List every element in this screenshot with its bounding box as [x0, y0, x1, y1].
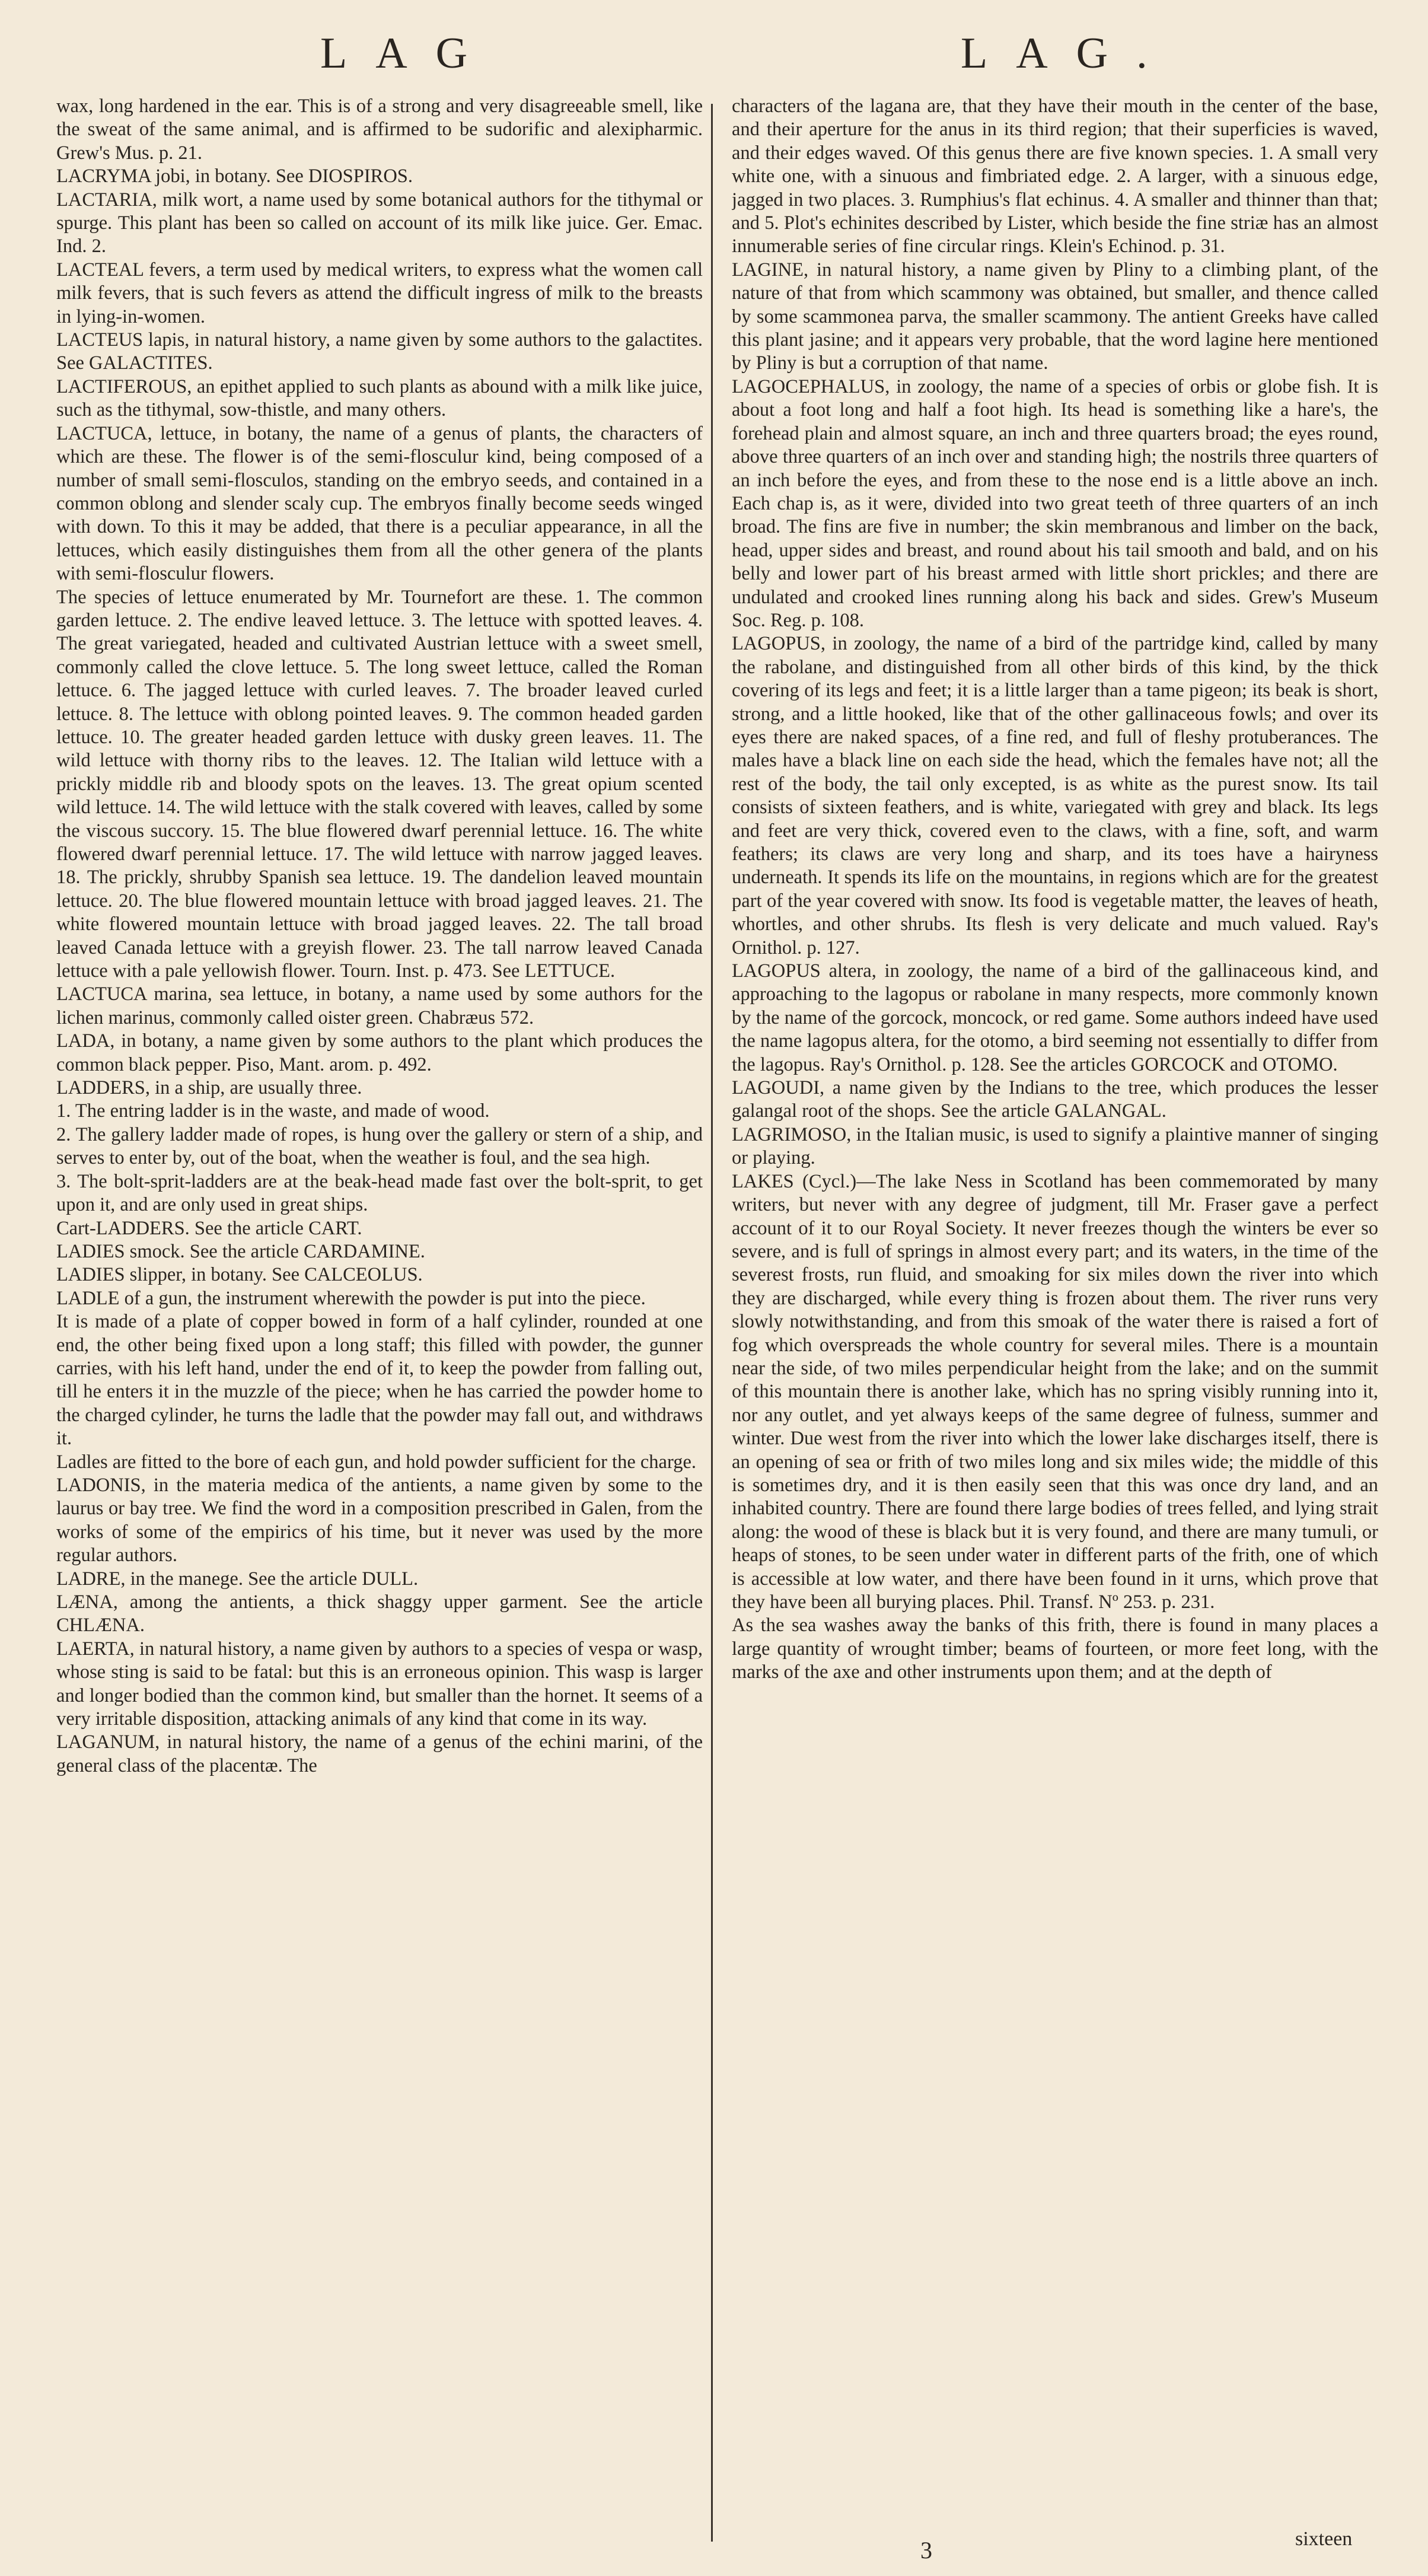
entry: LACTUCA, lettuce, in botany, the name of a genus of plants, the characters of which are these. The flower is of the semi-flosculur kind, being composed of a number of small semi-flosculos, standing on the embryo seeds, and contained in a common oblong and slender scaly cup. The embryos finally become seeds winged with down. To this it may be added, that there is a peculiar appearance, in all the lettuces, which easily distinguishes them from all the other genera of the plants with semi-flosculur flowers. [56, 422, 703, 585]
entry: LAGRIMOSO, in the Italian music, is used to signify a plaintive manner of singing or playing. [732, 1123, 1378, 1169]
entry: As the sea washes away the banks of this frith, there is found in many places a large quantity of wrought timber; beams of fourteen, or more feet long, with the marks of the axe and other instruments upon them; and at the depth of [732, 1615, 1378, 1683]
catchword: sixteen [1295, 2528, 1353, 2550]
entry: LAGOCEPHALUS, in zoology, the name of a species of orbis or globe fish. It is about a foot long and half a foot high. Its head is something like a hare's, the forehead plain and almost square, an inch and three quarters broad; the eyes round, above three quarters of an inch over and standing high; the nostrils three quarters of an inch before the eyes, and from these to the nose end is a little above an inch. Each chap is, as it were, divided into two great teeth of three quarters of an inch broad. The fins are five in number; the skin membranous and limber on the back, head, upper sides and breast, and round about his tail smooth and bald, and on his belly and lower part of his breast armed with little short prickles; and there are undulated and crooked lines running along his back and sides. Grew's Museum Soc. Reg. p. 108. [732, 375, 1378, 631]
entry: LAGOPUS altera, in zoology, the name of a bird of the gallinaceous kind, and approaching to the lagopus or rabolane in many respects, more commonly known by the name of the gorcock, moncock, or red game. Some authors indeed have used the name lagopus altera, for the otomo, a bird seeming not essentially to differ from the lagopus. Ray's Ornithol. p. 128. See the articles GORCOCK and OTOMO. [732, 960, 1378, 1075]
entry: 3. The bolt-sprit-ladders are at the beak-head made fast over the bolt-sprit, to get upon it, and are only used in great ships. [56, 1170, 703, 1216]
signature-mark: 3 [920, 2537, 932, 2564]
entry: Ladles are fitted to the bore of each gun, and hold powder sufficient for the charge. [56, 1451, 697, 1473]
left-column [56, 95, 703, 2550]
entry: LADLE of a gun, the instrument wherewith the powder is put into the piece. [56, 1287, 646, 1309]
entry: LAKES (Cycl.)—The lake Ness in Scotland has been commemorated by many writers, but never with any degree of judgment, till Mr. Fraser gave a perfect account of it to our Royal Society. It never freezes though the winters be ever so severe, and is full of springs in almost every part; and its waters, in the time of the severest frosts, run fluid, and smoaking for six miles down the river into which they are discharged, while every thing is frozen about them. The river runs very slowly notwithstanding, and from this smoak of the water there is raised a fort of fog which overspreads the whole country for several miles. There is a mountain near the side, of two miles perpendicular height from the lake; and on the summit of this mountain there is another lake, which has no spring visibly running into it, nor any outlet, and yet always keeps of the same degree of fulness, summer and winter. Due west from the river into which the lower lake discharges itself, there is an opening of sea or frith of two miles long and six miles wide; the middle of this is sometimes dry, and it is then easily seen that this was once dry land, and an inhabited country. There are found there large bodies of trees felled, and lying strait along: the wood of these is black but it is very found, and there are many tumuli, or heaps of stones, to be seen under water in different parts of the frith, one of which is accessible at low water, and there have been found in it urns, which prove that they have been all burying places. Phil. Transf. Nº 253. p. 231. [732, 1170, 1378, 1613]
entry: LACRYMA jobi, in botany. See DIOSPIROS. [56, 165, 413, 187]
entry: LADIES smock. See the article CARDAMINE. [56, 1240, 425, 1262]
entry: 1. The entring ladder is in the waste, and made of wood. [56, 1100, 490, 1122]
entry: LAERTA, in natural history, a name given by authors to a species of vespa or wasp, whose sting is said to be fatal: but this is an erroneous opinion. This wasp is larger and longer bodied than the common kind, but smaller than the hornet. It seems of a very irritable disposition, attacking animals of any kind that come in its way. [56, 1638, 703, 1730]
entry: LADDERS, in a ship, are usually three. [56, 1077, 362, 1099]
entry: LACTUCA marina, sea lettuce, in botany, a name used by some authors for the lichen marinus, commonly called oister green. Chabræus 572. [56, 983, 703, 1029]
entry: LACTEUS lapis, in natural history, a name given by some authors to the galactites. See GALACTITES. [56, 329, 703, 374]
entry: LACTEAL fevers, a term used by medical writers, to express what the women call milk fevers, that is such fevers as attend the difficult ingress of milk to the breasts in lying-in-women. [56, 259, 703, 327]
right-column [732, 95, 1378, 2550]
entry: LADIES slipper, in botany. See CALCEOLUS. [56, 1264, 423, 1286]
entry: LADA, in botany, a name given by some authors to the plant which produces the common black pepper. Piso, Mant. arom. p. 492. [56, 1030, 703, 1075]
entry: wax, long hardened in the ear. This is of a strong and very disagreeable smell, like the sweat of the same animal, and is affirmed to be sudorific and alexipharmic. Grew's Mus. p. 21. [56, 95, 703, 164]
entry: LAGANUM, in natural history, the name of a genus of the echini marini, of the general class of the placentæ. The [56, 1731, 703, 1776]
entry: characters of the lagana are, that they have their mouth in the center of the base, and their aperture for the anus in its third region; that their superficies is waved, and their edges waved. Of this genus there are five known species. 1. A small very white one, with a sinuous and fimbriated edge. 2. A larger, with a sinuous edge, jagged in two places. 3. Rumphius's flat echinus. 4. A smaller and thinner than that; and 5. Plot's echinites described by Lister, which beside the fine striæ has an almost innumerable series of fine circular rings. Klein's Echinod. p. 31. [732, 95, 1378, 257]
entry: LACTARIA, milk wort, a name used by some botanical authors for the tithymal or spurge. This plant has been so called on account of its milk like juice. Ger. Emac. Ind. 2. [56, 189, 703, 257]
entry: LADRE, in the manege. See the article DULL. [56, 1568, 419, 1590]
entry: The species of lettuce enumerated by Mr. Tournefort are these. 1. The common garden lettuce. 2. The endive leaved lettuce. 3. The lettuce with spotted leaves. 4. The great variegated, headed and cultivated Austrian lettuce with a sweet smell, commonly called the clove lettuce. 5. The long sweet lettuce, called the Roman lettuce. 6. The jagged lettuce with curled leaves. 7. The broader leaved curled lettuce. 8. The lettuce with oblong pointed leaves. 9. The common headed garden lettuce. 10. The greater headed garden lettuce with dusky green leaves. 11. The wild lettuce with thorny ribs to the leaves. 12. The Italian wild lettuce with a prickly middle rib and bloody spots on the leaves. 13. The great opium scented wild lettuce. 14. The wild lettuce with the stalk covered with leaves, called by some the viscous succory. 15. The blue flowered dwarf perennial lettuce. 16. The white flowered dwarf perennial lettuce. 17. The wild lettuce with narrow jagged leaves. 18. The prickly, shrubby Spanish sea lettuce. 19. The dandelion leaved mountain lettuce. 20. The blue flowered mountain lettuce with broad jagged leaves. 21. The white flowered mountain lettuce with broad jagged leaves. 22. The tall broad leaved Canada lettuce with a greyish flower. 23. The tall narrow leaved Canada lettuce with a pale yellowish flower. Tourn. Inst. p. 473. See LETTUCE. [56, 586, 703, 982]
entry: LÆNA, among the antients, a thick shaggy upper garment. See the article CHLÆNA. [56, 1591, 703, 1636]
running-head-right: LAG. [961, 29, 1176, 78]
entry: LAGOUDI, a name given by the Indians to the tree, which produces the lesser galangal root of the shops. See the article GALANGAL. [732, 1077, 1378, 1122]
column-rule [711, 104, 713, 2542]
entry: It is made of a plate of copper bowed in form of a half cylinder, rounded at one end, the other being fixed upon a long staff; this filled with powder, the gunner carries, with his left hand, under the end of it, to keep the powder from falling out, till he enters it in the muzzle of the piece; when he has carried the powder home to the charged cylinder, he turns the ladle that the powder may fall out, and withdraws it. [56, 1311, 703, 1450]
entry: LACTIFEROUS, an epithet applied to such plants as abound with a milk like juice, such as the tithymal, sow-thistle, and many others. [56, 375, 703, 421]
entry: LAGINE, in natural history, a name given by Pliny to a climbing plant, of the nature of that from which scammony was obtained, but smaller, and thence called by some scammonea parva, the smaller scammony. The antient Greeks have called this plant jasine; and it appears very probable, that the word lagine here mentioned by Pliny is but a corruption of that name. [732, 259, 1378, 374]
entry: LADONIS, in the materia medica of the antients, a name given by some to the laurus or bay tree. We find the word in a composition prescribed in Galen, from the works of some of the empirics of his time, but it never was used by the more regular authors. [56, 1474, 703, 1566]
entry: Cart-LADDERS. See the article CART. [56, 1217, 362, 1239]
running-head-left: LAG [320, 29, 496, 78]
entry: LAGOPUS, in zoology, the name of a bird of the partridge kind, called by many the rabolane, and distinguished from all other birds of this kind, by the thick covering of its legs and feet; it is a little larger than a tame pigeon; its beak is short, strong, and a little hooked, like that of the other gallinaceous fowls; and over its eyes there are naked spaces, of a fine red, and full of fleshy protuberances. The males have a black line on each side the head, which the females have not; all the rest of the body, the tail only excepted, is as white as the purest snow. Its tail consists of sixteen feathers, and is white, variegated with grey and black. Its legs and feet are very thick, covered even to the claws, with a fine, soft, and warm feathers; its claws are very long and sharp, and its toes have a hairyness underneath. It spends its life on the mountains, in regions which are for the greatest part of the year covered with snow. Its food is vegetable matter, the leaves of heath, whortles, and other shrubs. Its flesh is very delicate and much valued. Ray's Ornithol. p. 127. [732, 633, 1378, 959]
entry: 2. The gallery ladder made of ropes, is hung over the gallery or stern of a ship, and serves to enter by, out of the boat, when the weather is foul, and the sea high. [56, 1123, 703, 1169]
